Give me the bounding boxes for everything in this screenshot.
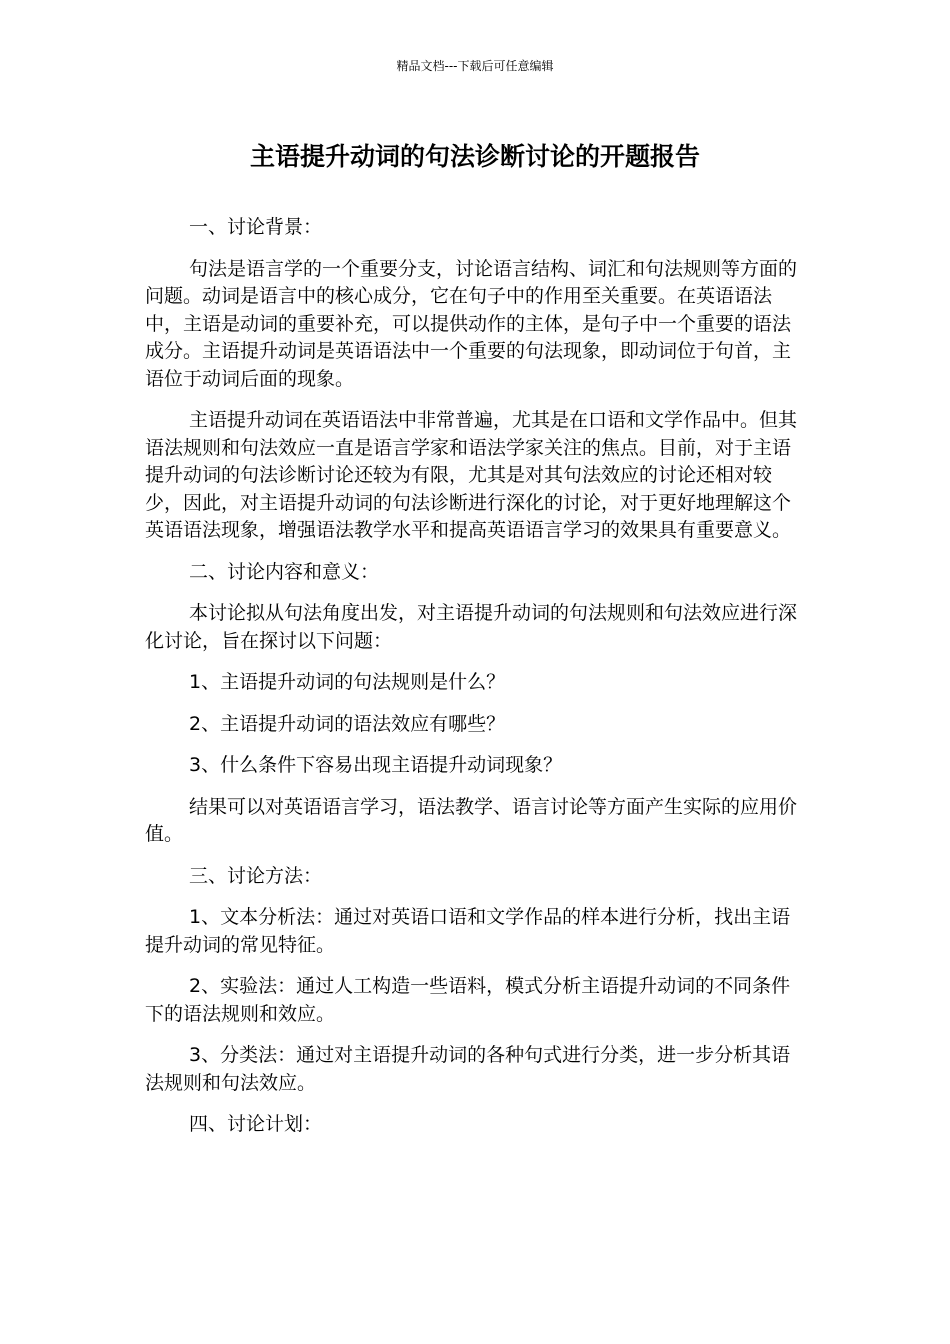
section-heading-background: 一、讨论背景： [189, 216, 323, 238]
question-item-3: 3、什么条件下容易出现主语提升动词现象？ [189, 754, 563, 776]
paragraph-content-intro: 本讨论拟从句法角度出发，对主语提升动词的句法规则和句法效应进行深化讨论，旨在探讨以下问题： [145, 602, 798, 652]
section-heading-methods: 三、讨论方法： [189, 864, 323, 887]
paragraph-content-value: 结果可以对英语语言学习，语法教学、语言讨论等方面产生实际的应用价值。 [145, 795, 798, 845]
method-item-3: 3、分类法：通过对主语提升动词的各种句式进行分类，进一步分析其语法规则和句法效应。 [145, 1044, 791, 1094]
page-header-note: 精品文档---下载后可任意编辑 [396, 59, 554, 73]
document-body [145, 214, 805, 1153]
question-item-1: 1、主语提升动词的句法规则是什么？ [189, 671, 506, 693]
method-item-2: 2、实验法：通过人工构造一些语料，模式分析主语提升动词的不同条件下的语法规则和效应。 [145, 975, 791, 1025]
method-item-1: 1、文本分析法：通过对英语口语和文学作品的样本进行分析，找出主语提升动词的常见特征。 [145, 906, 791, 956]
section-heading-content: 二、讨论内容和意义： [189, 560, 380, 583]
document-title: 主语提升动词的句法诊断讨论的开题报告 [249, 142, 700, 171]
section-heading-plan: 四、讨论计划： [189, 1113, 323, 1135]
paragraph-background-1: 句法是语言学的一个重要分支，讨论语言结构、词汇和句法规则等方面的问题。动词是语言中的核心成分，它在句子中的作用至关重要。在英语语法中，主语是动词的重要补充，可以提供动作的主体，是句子中一个重要的语法成分。主语提升动词是英语语法中一个重要的句法现象，即动词位于句首，主语位于动词后面的现象。 [145, 257, 798, 390]
question-item-2: 2、主语提升动词的语法效应有哪些？ [189, 712, 506, 735]
paragraph-background-2: 主语提升动词在英语语法中非常普遍，尤其是在口语和文学作品中。但其语法规则和句法效应一直是语言学家和语法学家关注的焦点。目前，对于主语提升动词的句法诊断讨论还较为有限，尤其是对其句法效应的讨论还相对较少，因此，对主语提升动词的句法诊断进行深化的讨论，对于更好地理解这个英语语法现象，增强语法教学水平和提高英语语言学习的效果具有重要意义。 [145, 409, 798, 541]
